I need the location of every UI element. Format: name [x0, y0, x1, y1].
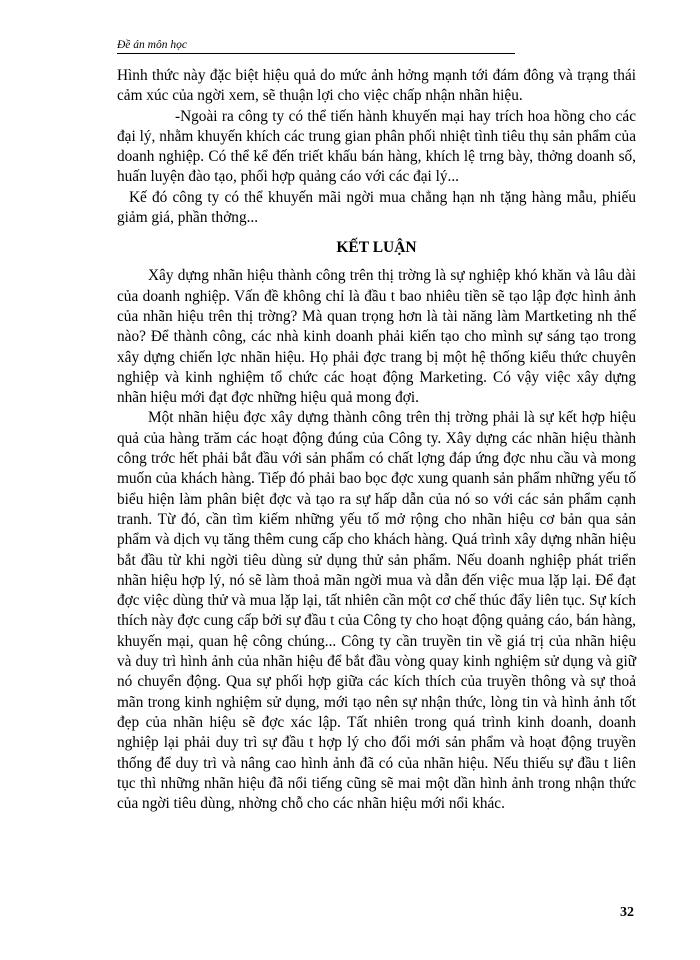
section-title: KẾT LUẬN [336, 239, 417, 257]
paragraph-2: -Ngoài ra công ty có thể tiến hành khuyến mại hay trích hoa hồng cho các đại lý, nhằm khuyến khích các trung gian phân phối nhiệt tình tiêu thụ sản phẩm của doanh nghiệp. Có thể kể đến triết khấu bán hàng, khích lệ trng bày, thởng doanh số, huấn luyện đào tạo, phối hợp quảng cáo với các đại lý... [117, 107, 636, 186]
paragraph-5: Một nhãn hiệu đợc xây dựng thành công trên thị trờng phải là sự kết hợp hiệu quả của hàng trăm các hoạt động đúng của Công ty. Xây dựng các nhãn hiệu thành công trớc hết phải bắt đầu với sản phẩm có chất lợng đáp ứng đợc nhu cầu và mong muốn của khách hàng. Tiếp đó phải bao bọc đợc xung quanh sản phẩm những yếu tố biểu hiện làm phân biệt đợc và tạo ra sự hấp dẫn của nó so với các sản phẩm cạnh tranh. Từ đó, cần tìm kiếm những yếu tố mở rộng cho nhãn hiệu cơ bản qua sản phẩm và dịch vụ tăng thêm cung cấp cho khách hàng. Quá trình xây dựng nhãn hiệu bắt đầu từ khi ngời tiêu dùng sử dụng thử sản phẩm. Nếu doanh nghiệp phát triển nhãn hiệu hợp lý, nó sẽ làm thoả mãn ngời mua và dẫn đến việc mua lặp lại. Để đạt đợc việc dùng thử và mua lặp lại, tất nhiên cần một cơ chế thúc đẩy liên tục. Sự kích thích này đợc cung cấp bởi sự đầu t của Công ty cho hoạt động quảng cáo, bán hàng, khuyến mại, quan hệ công chúng... Công ty cần truyền tin về giá trị của nhãn hiệu và duy trì hình ảnh của nhãn hiệu để bắt đầu vòng quay kinh nghiệm sử dụng và giữ nó chuyển động. Qua sự phối hợp giữa các kích thích của truyền thông và sự thoả mãn trong kinh nghiệm sử dụng, mới tạo nên sự nhận thức, lòng tin và hình ảnh tốt đẹp của nhãn hiệu sẽ đợc xác lập. Tất nhiên trong quá trình kinh doanh, doanh nghiệp lại phải duy trì sự đầu t hợp lý cho đổi mới sản phẩm và hoạt động truyền thống để duy trì và nâng cao hình ảnh đã có của nhãn hiệu. Nếu thiếu sự đầu t liên tục thì những nhãn hiệu đã nổi tiếng cũng sẽ mai một dần hình ảnh trong nhận thức của ngời tiêu dùng, nhờng chỗ cho các nhãn hiệu mới nổi khác. [117, 409, 636, 813]
paragraph-3: Kế đó công ty có thể khuyến mãi ngời mua chẳng hạn nh tặng hàng mẫu, phiếu giảm giá, phần thởng... [117, 188, 636, 227]
paragraph-1: Hình thức này đặc biệt hiệu quả do mức ảnh hởng mạnh tới đám đông và trạng thái cảm xúc của ngời xem, sẽ thuận lợi cho việc chấp nhận nhãn hiệu. [117, 67, 636, 105]
page-number: 32 [620, 905, 634, 920]
running-header: Đề án môn học [117, 38, 515, 54]
document-body [117, 66, 636, 814]
paragraph-4: Xây dựng nhãn hiệu thành công trên thị trờng là sự nghiệp khó khăn và lâu dài của doanh nghiệp. Vấn đề không chỉ là đầu t bao nhiêu tiền sẽ tạo lập đợc hình ảnh của nhãn hiệu trên thị trờng? Mà quan trọng hơn là tài năng làm Martketing nh thế nào? Để thành công, các nhà kinh doanh phải kiến tạo cho mình sự sáng tạo trong xây dựng chiến lợc nhãn hiệu. Họ phải đợc trang bị một hệ thống kiểu thức chuyên nghiệp và kinh nghiệm tổ chức các hoạt động Marketing. Có vậy việc xây dựng nhãn hiệu mới đạt đợc những hiệu quả mong đợi. [117, 267, 636, 407]
